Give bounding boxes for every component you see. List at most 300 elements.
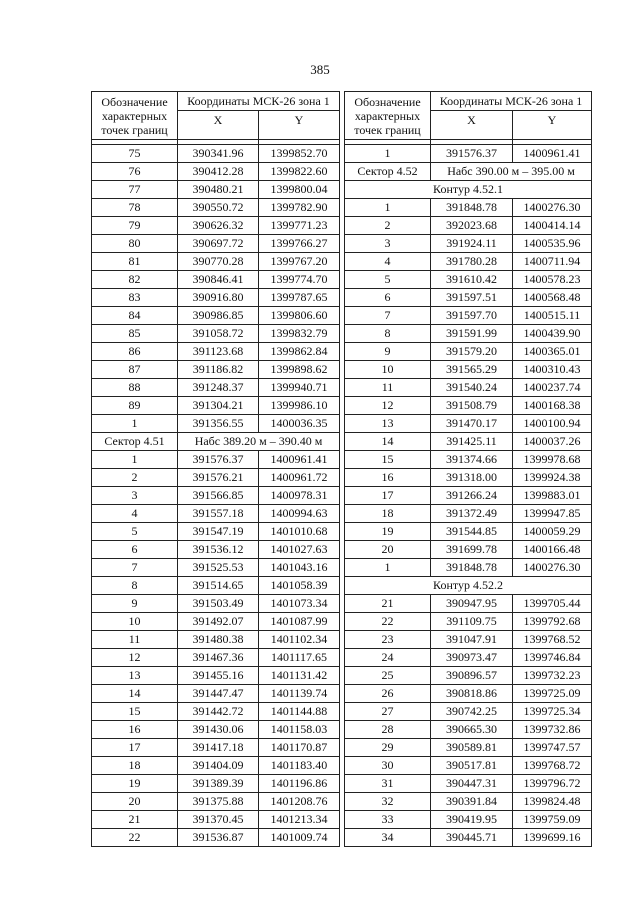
table-row [92,343,340,361]
x-coordinate: 391123.68 [178,343,259,361]
table-row [345,343,592,361]
point-number: 21 [345,595,431,613]
x-coordinate: 391318.00 [431,469,513,487]
point-number: 87 [92,361,178,379]
x-coordinate: 390412.28 [178,163,259,181]
y-coordinate: 1399800.04 [259,181,340,199]
y-coordinate: 1399947.85 [513,505,592,523]
point-number: 15 [345,451,431,469]
right-coordinates-table [344,91,592,847]
table-row [345,415,592,433]
y-coordinate: 1401058.39 [259,577,340,595]
x-coordinate: 390391.84 [431,793,513,811]
y-coordinate: 1401087.99 [259,613,340,631]
y-coordinate: 1400961.41 [513,145,592,163]
table-row [345,631,592,649]
y-coordinate: 1400100.94 [513,415,592,433]
point-number: 29 [345,739,431,757]
table-row [345,397,592,415]
point-number: 7 [345,307,431,325]
x-coordinate: 390665.30 [431,721,513,739]
y-coordinate: 1399725.34 [513,703,592,721]
table-row [92,361,340,379]
y-coordinate: 1399705.44 [513,595,592,613]
point-number: 22 [345,613,431,631]
point-number: 2 [92,469,178,487]
y-coordinate: 1399747.57 [513,739,592,757]
y-coordinate: 1399766.27 [259,235,340,253]
table-row [345,685,592,703]
y-coordinate: 1399725.09 [513,685,592,703]
y-coordinate: 1401117.65 [259,649,340,667]
point-number: 14 [92,685,178,703]
point-number: 81 [92,253,178,271]
point-number: 18 [345,505,431,523]
point-number: 3 [92,487,178,505]
x-coordinate: 390818.86 [431,685,513,703]
sector-elevation: Набс 390.00 м – 395.00 м [431,163,592,181]
x-coordinate: 390973.47 [431,649,513,667]
header-row [92,92,340,111]
x-coordinate: 390341.96 [178,145,259,163]
table-row [92,145,340,163]
x-coordinate: 391503.49 [178,595,259,613]
x-coordinate: 391699.78 [431,541,513,559]
x-coordinate: 390447.31 [431,775,513,793]
y-coordinate: 1400036.35 [259,415,340,433]
sector-row [345,163,592,181]
x-coordinate: 390445.71 [431,829,513,847]
x-coordinate: 390896.57 [431,667,513,685]
point-number: 22 [92,829,178,847]
point-header: Обозначение характерных точек границ [92,92,178,140]
y-coordinate: 1400994.63 [259,505,340,523]
table-row [92,739,340,757]
x-coordinate: 391848.78 [431,559,513,577]
x-coordinate: 391591.99 [431,325,513,343]
table-row [92,703,340,721]
table-row [345,829,592,847]
table-row [345,487,592,505]
x-coordinate: 391375.88 [178,793,259,811]
x-coordinate: 391536.87 [178,829,259,847]
page-number: 385 [310,62,330,77]
table-row [345,469,592,487]
x-coordinate: 390626.32 [178,217,259,235]
point-number: 10 [345,361,431,379]
y-coordinate: 1399806.60 [259,307,340,325]
table-row [92,667,340,685]
point-header: Обозначение характерных точек границ [345,92,431,140]
y-coordinate: 1401183.40 [259,757,340,775]
point-number: 20 [92,793,178,811]
table-row [345,613,592,631]
point-number: 8 [345,325,431,343]
table-row [345,199,592,217]
point-number: 17 [345,487,431,505]
point-number: 32 [345,793,431,811]
table-row [345,775,592,793]
x-coordinate: 391566.85 [178,487,259,505]
y-coordinate: 1400237.74 [513,379,592,397]
point-number: 1 [92,415,178,433]
table-row [92,505,340,523]
x-coordinate: 391536.12 [178,541,259,559]
x-header: X [431,111,513,140]
x-coordinate: 391544.85 [431,523,513,541]
table-row [345,217,592,235]
y-coordinate: 1400166.48 [513,541,592,559]
x-coordinate: 391557.18 [178,505,259,523]
point-number: 7 [92,559,178,577]
table-row [345,289,592,307]
point-number: 83 [92,289,178,307]
y-coordinate: 1399986.10 [259,397,340,415]
table-row [345,145,592,163]
point-number: 14 [345,433,431,451]
point-number: 4 [92,505,178,523]
x-coordinate: 391579.20 [431,343,513,361]
table-row [345,325,592,343]
point-number: 1 [92,451,178,469]
y-coordinate: 1400365.01 [513,343,592,361]
point-number: 4 [345,253,431,271]
table-row [92,541,340,559]
point-number: 24 [345,649,431,667]
y-coordinate: 1401213.34 [259,811,340,829]
y-coordinate: 1401158.03 [259,721,340,739]
y-coordinate: 1399732.86 [513,721,592,739]
point-number: 82 [92,271,178,289]
x-coordinate: 391480.38 [178,631,259,649]
table-row [345,811,592,829]
point-number: 21 [92,811,178,829]
x-coordinate: 391404.09 [178,757,259,775]
table-row [92,163,340,181]
y-coordinate: 1399787.65 [259,289,340,307]
x-coordinate: 391356.55 [178,415,259,433]
y-coordinate: 1400711.94 [513,253,592,271]
y-coordinate: 1399774.70 [259,271,340,289]
contour-row [345,181,592,199]
table-row [92,811,340,829]
table-row [345,505,592,523]
x-coordinate: 390947.95 [431,595,513,613]
point-number: 1 [345,199,431,217]
point-number: 13 [345,415,431,433]
point-number: 75 [92,145,178,163]
x-coordinate: 391389.39 [178,775,259,793]
point-number: 79 [92,217,178,235]
y-coordinate: 1399746.84 [513,649,592,667]
y-coordinate: 1401196.86 [259,775,340,793]
y-header: Y [259,111,340,140]
table-row [345,559,592,577]
point-number: 16 [345,469,431,487]
table-row [345,721,592,739]
x-coordinate: 390742.25 [431,703,513,721]
table-row [92,487,340,505]
x-coordinate: 390986.85 [178,307,259,325]
x-coordinate: 391492.07 [178,613,259,631]
table-row [345,595,592,613]
sector-row [92,433,340,451]
point-number: 1 [345,145,431,163]
x-coordinate: 390770.28 [178,253,259,271]
x-coordinate: 391447.47 [178,685,259,703]
table-row [345,271,592,289]
y-coordinate: 1401131.42 [259,667,340,685]
y-coordinate: 1399732.23 [513,667,592,685]
x-coordinate: 391109.75 [431,613,513,631]
y-coordinate: 1400961.72 [259,469,340,487]
point-number: 15 [92,703,178,721]
y-coordinate: 1400515.11 [513,307,592,325]
table-row [92,271,340,289]
x-coordinate: 391186.82 [178,361,259,379]
point-number: 2 [345,217,431,235]
y-coordinate: 1399768.72 [513,757,592,775]
table-row [92,775,340,793]
x-coordinate: 390550.72 [178,199,259,217]
sector-elevation: Набс 389.20 м – 390.40 м [178,433,340,451]
table-row [92,217,340,235]
table-row [92,649,340,667]
x-coordinate: 390517.81 [431,757,513,775]
point-number: 18 [92,757,178,775]
y-coordinate: 1401139.74 [259,685,340,703]
table-row [92,523,340,541]
y-coordinate: 1401170.87 [259,739,340,757]
x-coordinate: 391370.45 [178,811,259,829]
point-number: 11 [345,379,431,397]
y-coordinate: 1401208.76 [259,793,340,811]
x-coordinate: 391848.78 [431,199,513,217]
point-number: 27 [345,703,431,721]
table-row [345,235,592,253]
x-coordinate: 391597.70 [431,307,513,325]
point-number: 33 [345,811,431,829]
y-coordinate: 1400439.90 [513,325,592,343]
y-coordinate: 1399883.01 [513,487,592,505]
point-number: 17 [92,739,178,757]
x-coordinate: 392023.68 [431,217,513,235]
point-number: 86 [92,343,178,361]
x-coordinate: 391540.24 [431,379,513,397]
y-coordinate: 1401009.74 [259,829,340,847]
point-number: 25 [345,667,431,685]
y-coordinate: 1399832.79 [259,325,340,343]
table-row [345,703,592,721]
x-coordinate: 390846.41 [178,271,259,289]
point-number: 11 [92,631,178,649]
x-coordinate: 391304.21 [178,397,259,415]
y-coordinate: 1399824.48 [513,793,592,811]
y-coordinate: 1399767.20 [259,253,340,271]
table-row [92,469,340,487]
point-number: 13 [92,667,178,685]
point-number: 6 [345,289,431,307]
x-coordinate: 391248.37 [178,379,259,397]
point-number: 19 [92,775,178,793]
x-coordinate: 391455.16 [178,667,259,685]
table-row [92,721,340,739]
table-row [345,253,592,271]
x-coordinate: 391470.17 [431,415,513,433]
y-coordinate: 1399699.16 [513,829,592,847]
y-coordinate: 1401027.63 [259,541,340,559]
table-row [92,379,340,397]
x-coordinate: 391508.79 [431,397,513,415]
point-number: 76 [92,163,178,181]
table-row [92,325,340,343]
table-row [92,613,340,631]
x-coordinate: 391597.51 [431,289,513,307]
y-coordinate: 1399852.70 [259,145,340,163]
x-coordinate: 390480.21 [178,181,259,199]
x-coordinate: 391467.36 [178,649,259,667]
y-coordinate: 1401043.16 [259,559,340,577]
table-row [345,433,592,451]
x-coordinate: 391266.24 [431,487,513,505]
point-number: 34 [345,829,431,847]
table-row [92,199,340,217]
table-row [345,757,592,775]
y-coordinate: 1399978.68 [513,451,592,469]
point-number: 12 [345,397,431,415]
point-number: 6 [92,541,178,559]
y-coordinate: 1400310.43 [513,361,592,379]
y-coordinate: 1401010.68 [259,523,340,541]
y-coordinate: 1400168.38 [513,397,592,415]
point-number: 10 [92,613,178,631]
point-number: 1 [345,559,431,577]
x-coordinate: 390589.81 [431,739,513,757]
y-coordinate: 1400276.30 [513,199,592,217]
x-coordinate: 391547.19 [178,523,259,541]
table-row [345,541,592,559]
x-coordinate: 391924.11 [431,235,513,253]
y-coordinate: 1400568.48 [513,289,592,307]
y-coordinate: 1401073.34 [259,595,340,613]
x-coordinate: 390697.72 [178,235,259,253]
x-coordinate: 391576.37 [431,145,513,163]
y-coordinate: 1399771.23 [259,217,340,235]
table-row [345,307,592,325]
x-coordinate: 391610.42 [431,271,513,289]
point-number: 78 [92,199,178,217]
y-coordinate: 1401102.34 [259,631,340,649]
table-row [345,739,592,757]
contour-label: Контур 4.52.1 [345,181,592,199]
contour-label: Контур 4.52.2 [345,577,592,595]
y-header: Y [513,111,592,140]
y-coordinate: 1399862.84 [259,343,340,361]
table-row [345,451,592,469]
table-row [92,397,340,415]
table-row [345,793,592,811]
x-coordinate: 391514.65 [178,577,259,595]
y-coordinate: 1399768.52 [513,631,592,649]
table-row [92,253,340,271]
point-number: 19 [345,523,431,541]
table-row [92,631,340,649]
point-number: 9 [92,595,178,613]
header-row [345,92,592,111]
y-coordinate: 1399940.71 [259,379,340,397]
table-row [92,793,340,811]
x-coordinate: 391576.21 [178,469,259,487]
x-coordinate: 391374.66 [431,451,513,469]
point-number: 28 [345,721,431,739]
table-row [92,595,340,613]
y-coordinate: 1401144.88 [259,703,340,721]
y-coordinate: 1399924.38 [513,469,592,487]
y-coordinate: 1400578.23 [513,271,592,289]
y-coordinate: 1399898.62 [259,361,340,379]
y-coordinate: 1400978.31 [259,487,340,505]
left-coordinates-table [91,91,340,847]
x-header: X [178,111,259,140]
point-number: 16 [92,721,178,739]
point-number: 8 [92,577,178,595]
table-row [92,415,340,433]
x-coordinate: 391425.11 [431,433,513,451]
table-row [92,181,340,199]
table-row [345,523,592,541]
x-coordinate: 391442.72 [178,703,259,721]
table-row [92,829,340,847]
y-coordinate: 1400276.30 [513,559,592,577]
point-number: 89 [92,397,178,415]
table-row [92,451,340,469]
table-row [92,307,340,325]
x-coordinate: 391576.37 [178,451,259,469]
point-number: 88 [92,379,178,397]
point-number: 30 [345,757,431,775]
point-number: 77 [92,181,178,199]
point-number: 12 [92,649,178,667]
point-number: 5 [92,523,178,541]
x-coordinate: 391430.06 [178,721,259,739]
contour-row [345,577,592,595]
sector-label: Сектор 4.51 [92,433,178,451]
y-coordinate: 1400961.41 [259,451,340,469]
point-number: 20 [345,541,431,559]
point-number: 80 [92,235,178,253]
table-row [345,667,592,685]
point-number: 85 [92,325,178,343]
x-coordinate: 391525.53 [178,559,259,577]
y-coordinate: 1399822.60 [259,163,340,181]
x-coordinate: 391780.28 [431,253,513,271]
y-coordinate: 1399792.68 [513,613,592,631]
y-coordinate: 1400059.29 [513,523,592,541]
point-number: 84 [92,307,178,325]
table-row [92,577,340,595]
y-coordinate: 1399759.09 [513,811,592,829]
x-coordinate: 391058.72 [178,325,259,343]
x-coordinate: 391417.18 [178,739,259,757]
table-row [345,379,592,397]
x-coordinate: 391372.49 [431,505,513,523]
x-coordinate: 390419.95 [431,811,513,829]
table-row [92,289,340,307]
point-number: 3 [345,235,431,253]
y-coordinate: 1399796.72 [513,775,592,793]
x-coordinate: 391047.91 [431,631,513,649]
x-coordinate: 391565.29 [431,361,513,379]
